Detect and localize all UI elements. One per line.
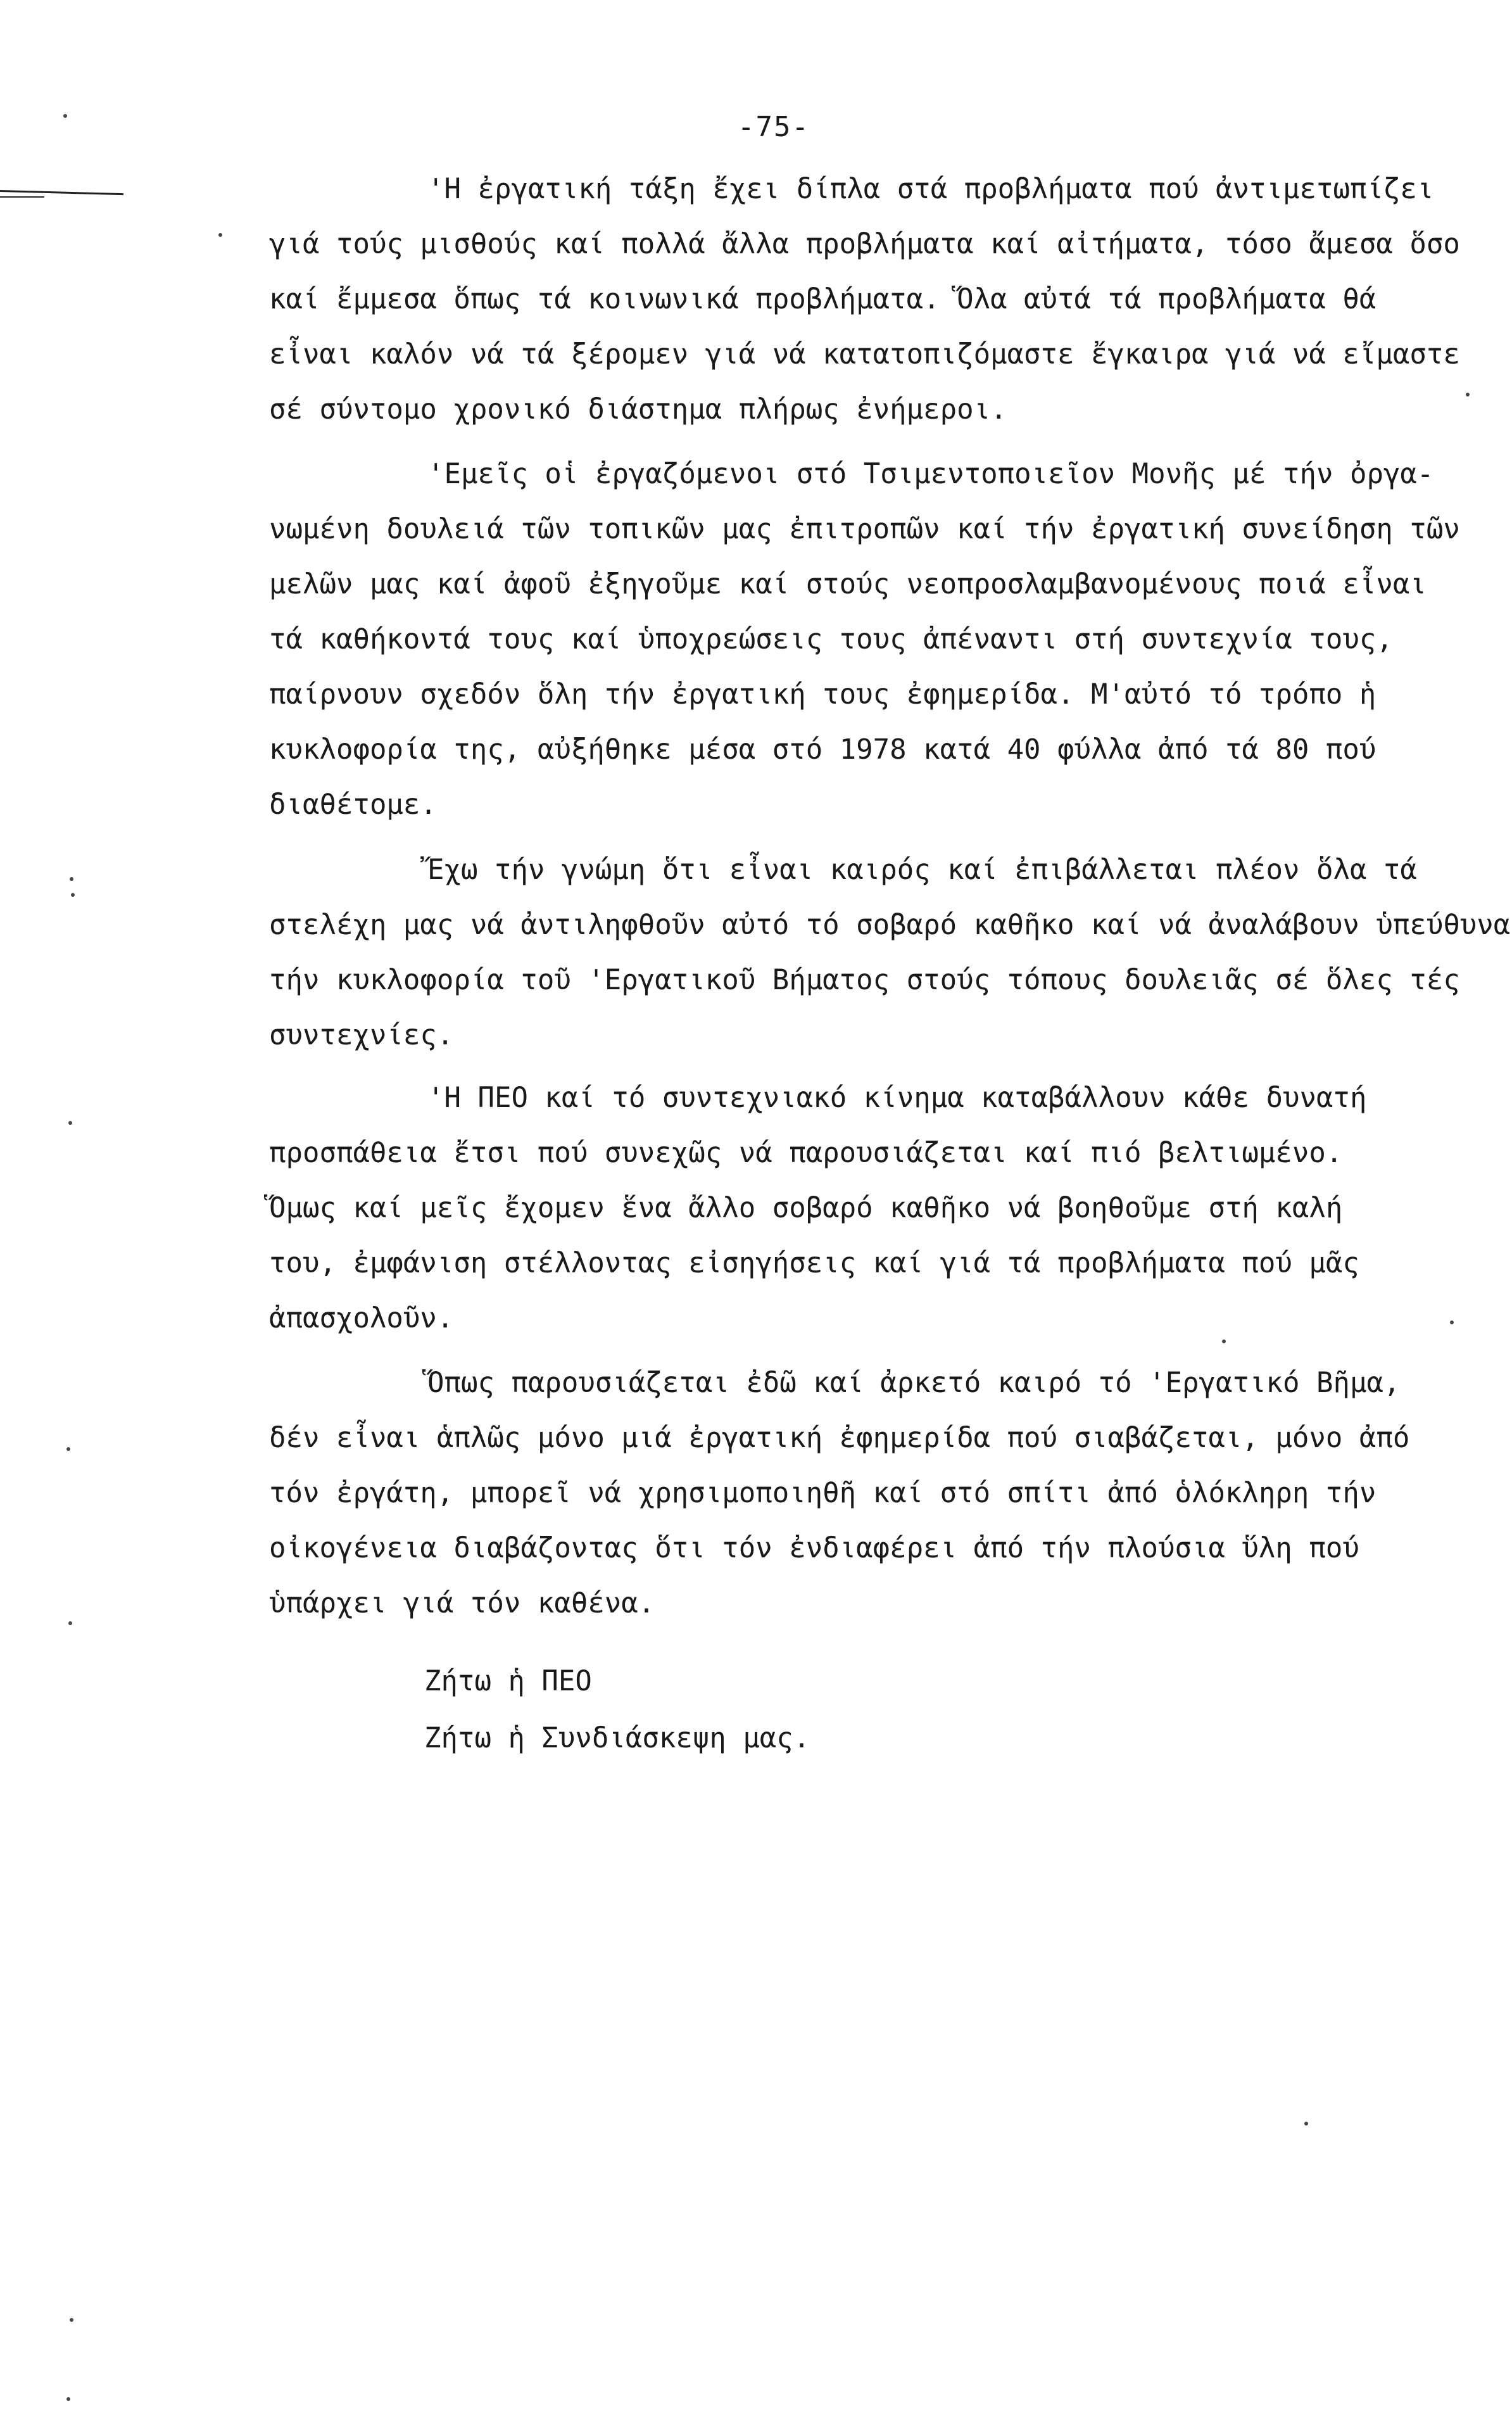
text-line: τήν κυκλοφορία τοῦ 'Εργατικοῦ Βήματος στούς τόπους δουλειᾶς σέ ὅλες τές <box>269 964 1460 996</box>
paragraph <box>269 842 1511 1063</box>
paragraph <box>269 1070 1367 1346</box>
scan-speck <box>1450 1320 1454 1324</box>
text-line: δέν εἶναι ἁπλῶς μόνο μιά ἐργατική ἐφημερίδα πού σιαβάζεται, μόνο ἀπό <box>269 1422 1410 1454</box>
text-line: εἶναι καλόν νά τά ξέρομεν γιά νά κατατοπιζόμαστε ἔγκαιρα γιά νά εἴμαστε <box>269 338 1460 370</box>
text-line: 'Εμεῖς οἱ ἐργαζόμενοι στό Τσιμεντοποιεῖον Μονῆς μέ τήν ὀργα- <box>427 458 1434 490</box>
text-line: 'Η ἐργατική τάξη ἔχει δίπλα στά προβλήματα πού ἀντιμετωπίζει <box>427 173 1434 205</box>
text-line: οἰκογένεια διαβάζοντας ὅτι τόν ἐνδιαφέρει ἀπό τήν πλούσια ὕλη πού <box>269 1532 1359 1564</box>
text-line: ὑπάρχει γιά τόν καθένα. <box>269 1587 655 1619</box>
text-line: καί ἔμμεσα ὅπως τά κοινωνικά προβλήματα. Ὅλα αὐτά τά προβλήματα θά <box>269 283 1377 315</box>
scan-speck <box>66 2397 70 2401</box>
closing-line: Ζήτω ἡ ΠΕΟ <box>424 1665 592 1697</box>
text-line: διαθέτομε. <box>269 788 437 821</box>
text-line: τόν ἐργάτη, μπορεῖ νά χρησιμοποιηθῆ καί στό σπίτι ἀπό ὁλόκληρη τήν <box>269 1477 1377 1509</box>
scan-speck <box>66 1447 70 1451</box>
text-line: στελέχη μας νά ἀντιληφθοῦν αὐτό τό σοβαρό καθῆκο καί νά ἀναλάβουν ὑπεύθυνα <box>269 909 1511 941</box>
text-line: κυκλοφορία της, αὐξήθηκε μέσα στό 1978 κατά 40 φύλλα ἀπό τά 80 πού <box>269 733 1377 766</box>
scan-speck <box>63 114 67 118</box>
scan-speck <box>1466 393 1470 396</box>
scan-speck <box>1304 2122 1308 2125</box>
text-line: Ὅπως παρουσιάζεται ἐδῶ καί ἀρκετό καιρό τό 'Εργατικό Βῆμα, <box>427 1367 1401 1399</box>
text-line: συντεχνίες. <box>269 1019 454 1051</box>
scan-speck <box>71 893 75 897</box>
scan-speck <box>218 233 222 237</box>
text-line: του, ἐμφάνιση στέλλοντας εἰσηγήσεις καί γιά τά προβλήματα πού μᾶς <box>269 1247 1359 1279</box>
text-line: παίρνουν σχεδόν ὅλη τήν ἐργατική τους ἐφημερίδα. Μ'αὐτό τό τρόπο ἡ <box>269 678 1377 711</box>
paragraph <box>269 162 1460 437</box>
page-number: -75- <box>738 111 810 143</box>
text-line: προσπάθεια ἔτσι πού συνεχῶς νά παρουσιάζεται καί πιό βελτιωμένο. <box>269 1137 1343 1169</box>
scan-artifact-line <box>0 190 123 195</box>
text-line: σέ σύντομο χρονικό διάστημα πλήρως ἐνήμεροι. <box>269 393 1007 426</box>
text-line: Ἔχω τήν γνώμη ὅτι εἶναι καιρός καί ἐπιβάλλεται πλέον ὅλα τά <box>427 854 1417 886</box>
text-line: Ὅμως καί μεῖς ἔχομεν ἕνα ἄλλο σοβαρό καθῆκο νά βοηθοῦμε στή καλή <box>269 1192 1343 1224</box>
closing-line: Ζήτω ἡ Συνδιάσκεψη μας. <box>424 1722 810 1754</box>
scan-speck <box>70 2318 73 2322</box>
scan-artifact-line <box>0 196 44 198</box>
text-line: ἀπασχολοῦν. <box>269 1302 454 1334</box>
text-line: τά καθήκοντά τους καί ὑποχρεώσεις τους ἀπέναντι στή συντεχνία τους, <box>269 623 1393 656</box>
text-line: 'Η ΠΕΟ καί τό συντεχνιακό κίνημα καταβάλλουν κάθε δυνατή <box>427 1082 1367 1114</box>
paragraph <box>269 1355 1410 1631</box>
scan-speck <box>68 1621 72 1625</box>
closing-block <box>424 1653 810 1767</box>
paragraph <box>269 446 1460 832</box>
text-line: μελῶν μας καί ἀφοῦ ἐξηγοῦμε καί στούς νεοπροσλαμβανομένους ποιά εἶναι <box>269 568 1427 600</box>
text-line: γιά τούς μισθούς καί πολλά ἄλλα προβλήματα καί αἰτήματα, τόσο ἄμεσα ὅσο <box>269 228 1460 260</box>
text-line: νωμένη δουλειά τῶν τοπικῶν μας ἐπιτροπῶν καί τήν ἐργατική συνείδηση τῶν <box>269 513 1460 545</box>
scan-speck <box>68 1121 72 1125</box>
scan-speck <box>70 877 73 881</box>
